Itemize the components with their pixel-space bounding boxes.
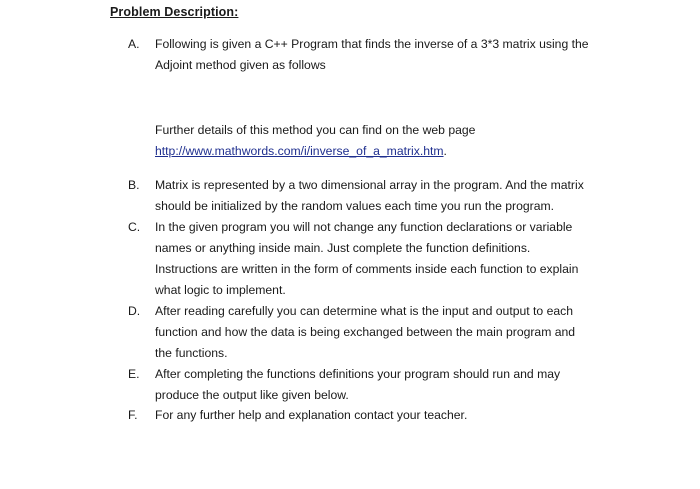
reference-link-line: [155, 141, 675, 162]
link-suffix: .: [443, 144, 447, 158]
item-text-line: the functions.: [155, 346, 228, 360]
item-text-line: names or anything inside main. Just complete the function definitions.: [155, 241, 531, 255]
reference-link[interactable]: http://www.mathwords.com/i/inverse_of_a_matrix.htm: [155, 144, 444, 158]
item-text-line: Matrix is represented by a two dimensional array in the program. And the matrix: [155, 178, 584, 192]
item-text-line: Instructions are written in the form of comments inside each function to explain: [155, 262, 579, 276]
list-marker: E.: [128, 367, 140, 381]
item-text-line: should be initialized by the random values each time you run the program.: [155, 199, 555, 213]
list-marker: F.: [128, 408, 138, 422]
list-marker: A.: [128, 37, 140, 51]
item-text-line: In the given program you will not change any function declarations or variable: [155, 220, 573, 234]
further-details-text: Further details of this method you can find on the web page: [155, 123, 476, 137]
further-details-paragraph: [155, 120, 675, 162]
item-text-line: produce the output like given below.: [155, 388, 349, 402]
item-text-line: function and how the data is being exchanged between the main program and: [155, 325, 576, 339]
item-text-line: After reading carefully you can determine what is the input and output to each: [155, 304, 574, 318]
list-marker: C.: [128, 220, 141, 234]
list-marker: D.: [128, 304, 141, 318]
item-text-line: After completing the functions definitions your program should run and may: [155, 367, 561, 381]
item-text-line: Following is given a C++ Program that finds the inverse of a 3*3 matrix using the: [155, 37, 589, 51]
page-title: Problem Description:: [110, 5, 239, 19]
item-text-line: what logic to implement.: [155, 283, 286, 297]
item-text-line: Adjoint method given as follows: [155, 58, 326, 72]
list-marker: B.: [128, 178, 140, 192]
item-text-line: For any further help and explanation contact your teacher.: [155, 408, 468, 422]
